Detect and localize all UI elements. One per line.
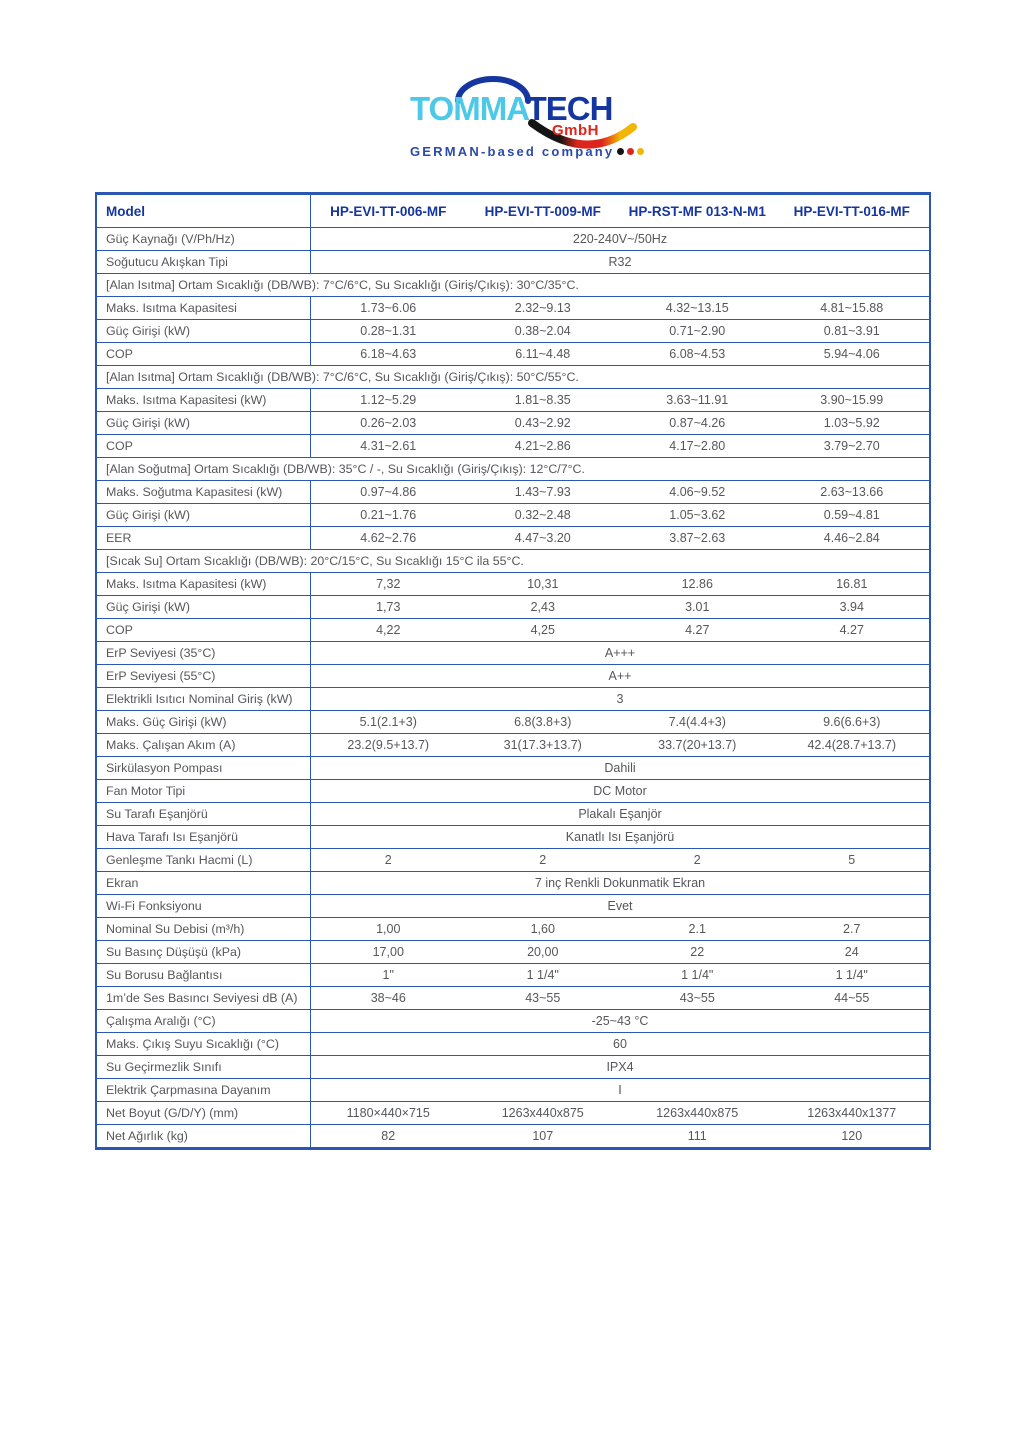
cell-value: 4.27	[685, 623, 710, 637]
cell-value: 12.86	[681, 577, 713, 591]
table-row	[97, 940, 929, 963]
table-row	[97, 342, 929, 365]
brand-tech: TECH	[526, 90, 613, 127]
cell-value: 2.7	[843, 922, 861, 936]
row-values	[311, 527, 929, 549]
table-row	[97, 388, 929, 411]
cell-value: 16.81	[836, 577, 868, 591]
row-values	[311, 918, 929, 940]
row-label: Maks. Isıtma Kapasitesi (kW)	[97, 389, 311, 411]
tagline-dot-yellow-icon	[637, 148, 644, 155]
merged-cell-value: IPX4	[606, 1060, 634, 1074]
table-row	[97, 1032, 929, 1055]
cell-value: 1 1/4"	[681, 968, 714, 982]
row-values	[311, 1125, 929, 1147]
cell-value: 4,22	[376, 623, 401, 637]
cell-value: 31(17.3+13.7)	[503, 738, 582, 752]
table-row	[97, 733, 929, 756]
cell-value: 0.26~2.03	[360, 416, 417, 430]
row-label: Güç Girişi (kW)	[97, 504, 311, 526]
brand-tomma: TOMMA	[410, 90, 527, 127]
cell-value: HP-EVI-TT-016-MF	[793, 203, 910, 219]
row-label: Maks. Soğutma Kapasitesi (kW)	[97, 481, 311, 503]
table-row	[97, 1124, 929, 1147]
cell-value: 1180×440×715	[346, 1106, 430, 1120]
brand-wordmark	[410, 92, 612, 125]
cell-value: 1.73~6.06	[360, 301, 417, 315]
cell-value: 3.63~11.91	[666, 393, 729, 407]
cell-value: 4.47~3.20	[514, 531, 571, 545]
row-values	[311, 320, 929, 342]
cell-value: 17,00	[372, 945, 404, 959]
table-row	[97, 1101, 929, 1124]
row-values	[311, 343, 929, 365]
cell-value: 3.90~15.99	[820, 393, 884, 407]
section-title: [Alan Isıtma] Ortam Sıcaklığı (DB/WB): 7°C/6°C, Su Sıcaklığı (Giriş/Çıkış): 50°C/55°C.	[106, 370, 579, 384]
row-label: Güç Girişi (kW)	[97, 412, 311, 434]
cell-value: 1263x440x875	[656, 1106, 739, 1120]
table-row	[97, 250, 929, 273]
row-label: Güç Kaynağı (V/Ph/Hz)	[97, 228, 311, 250]
row-label: Su Basınç Düşüşü (kPa)	[97, 941, 311, 963]
row-values	[311, 734, 929, 756]
cell-value: 4.06~9.52	[669, 485, 726, 499]
cell-value: 4.17~2.80	[669, 439, 726, 453]
row-label: Su Geçirmezlik Sınıfı	[97, 1056, 311, 1078]
table-row	[97, 848, 929, 871]
row-label: Maks. Güç Girişi (kW)	[97, 711, 311, 733]
cell-value: 107	[532, 1129, 554, 1143]
cell-value: 23.2(9.5+13.7)	[347, 738, 430, 752]
table-row	[97, 894, 929, 917]
cell-value: 1263x440x1377	[807, 1106, 897, 1120]
cell-value: 82	[381, 1129, 396, 1143]
section-title: [Alan Soğutma] Ortam Sıcaklığı (DB/WB): 35°C / -, Su Sıcaklığı (Giriş/Çıkış): 12°C/7°C.	[106, 462, 585, 476]
cell-value: 2.32~9.13	[514, 301, 571, 315]
row-label: Su Tarafı Eşanjörü	[97, 803, 311, 825]
cell-value: HP-EVI-TT-009-MF	[484, 203, 601, 219]
cell-value: 4.46~2.84	[823, 531, 880, 545]
table-row	[97, 756, 929, 779]
row-label: EER	[97, 527, 311, 549]
row-label: Ekran	[97, 872, 311, 894]
cell-value: 1263x440x875	[501, 1106, 584, 1120]
cell-value: 2,43	[530, 600, 555, 614]
table-row	[97, 986, 929, 1009]
cell-value: 6.11~4.48	[515, 347, 571, 361]
brand-gmbh: GmbH	[552, 122, 599, 139]
spec-table	[95, 192, 931, 1150]
cell-value: HP-EVI-TT-006-MF	[330, 203, 447, 219]
table-row	[97, 664, 929, 687]
cell-value: 1.43~7.93	[514, 485, 571, 499]
cell-value: 4.21~2.86	[514, 439, 571, 453]
row-label: Nominal Su Debisi (m³/h)	[97, 918, 311, 940]
row-label: Elektrik Çarpmasına Dayanım	[97, 1079, 311, 1101]
cell-value: 2	[693, 853, 701, 867]
row-label: Hava Tarafı Isı Eşanjörü	[97, 826, 311, 848]
row-values	[311, 297, 929, 319]
cell-value: 4.62~2.76	[360, 531, 417, 545]
table-row	[97, 526, 929, 549]
row-label: Model	[97, 195, 311, 227]
cell-value: HP-RST-MF 013-N-M1	[628, 203, 766, 219]
row-values	[311, 412, 929, 434]
row-label: ErP Seviyesi (35°C)	[97, 642, 311, 664]
row-label: Su Borusu Bağlantısı	[97, 964, 311, 986]
merged-cell-value: A+++	[604, 646, 636, 660]
merged-cell-value: DC Motor	[593, 784, 647, 798]
row-values	[311, 1102, 929, 1124]
table-row	[97, 618, 929, 641]
table-section-row	[97, 457, 929, 480]
table-row	[97, 411, 929, 434]
cell-value: 6.18~4.63	[360, 347, 417, 361]
cell-value: 1.12~5.29	[360, 393, 417, 407]
row-values	[311, 596, 929, 618]
row-values	[311, 389, 929, 411]
cell-value: 1"	[382, 968, 394, 982]
cell-value: 0.32~2.48	[514, 508, 571, 522]
cell-value: 0.59~4.81	[823, 508, 880, 522]
cell-value: 20,00	[527, 945, 559, 959]
cell-value: 2	[539, 853, 547, 867]
merged-cell-value: R32	[608, 255, 632, 269]
merged-cell-value: 60	[613, 1037, 627, 1051]
row-values	[311, 849, 929, 871]
merged-cell-value: 220-240V~/50Hz	[572, 232, 668, 246]
cell-value: 43~55	[525, 991, 561, 1005]
cell-value: 9.6(6.6+3)	[823, 715, 881, 729]
table-row	[97, 227, 929, 250]
cell-value: 4.27	[839, 623, 864, 637]
cell-value: 5.94~4.06	[823, 347, 880, 361]
row-label: COP	[97, 619, 311, 641]
table-header-row	[97, 195, 929, 227]
cell-value: 2	[384, 853, 392, 867]
section-title: [Alan Isıtma] Ortam Sıcaklığı (DB/WB): 7°C/6°C, Su Sıcaklığı (Giriş/Çıkış): 30°C/35°C.	[106, 278, 579, 292]
table-row	[97, 1009, 929, 1032]
merged-cell-value: I	[618, 1083, 622, 1097]
table-row	[97, 1078, 929, 1101]
table-row	[97, 319, 929, 342]
cell-value: 6.08~4.53	[669, 347, 726, 361]
row-values	[311, 504, 929, 526]
table-section-row	[97, 273, 929, 296]
row-label: Soğutucu Akışkan Tipi	[97, 251, 311, 273]
cell-value: 3.87~2.63	[669, 531, 726, 545]
cell-value: 0.81~3.91	[823, 324, 880, 338]
table-row	[97, 434, 929, 457]
row-label: Maks. Çıkış Suyu Sıcaklığı (°C)	[97, 1033, 311, 1055]
merged-cell-value: A++	[608, 669, 632, 683]
cell-value: 1.05~3.62	[669, 508, 726, 522]
cell-value: 0.28~1.31	[360, 324, 417, 338]
tagline-dot-black-icon	[617, 148, 624, 155]
cell-value: 7,32	[376, 577, 401, 591]
cell-value: 1,00	[376, 922, 401, 936]
cell-value: 44~55	[834, 991, 870, 1005]
table-row	[97, 480, 929, 503]
cell-value: 6.8(3.8+3)	[514, 715, 572, 729]
cell-value: 10,31	[527, 577, 559, 591]
cell-value: 111	[687, 1129, 707, 1143]
cell-value: 33.7(20+13.7)	[658, 738, 737, 752]
logo-tagline-row	[410, 145, 644, 158]
cell-value: 5.1(2.1+3)	[359, 715, 417, 729]
row-label: Sirkülasyon Pompası	[97, 757, 311, 779]
row-values	[311, 435, 929, 457]
row-label: Net Ağırlık (kg)	[97, 1125, 311, 1147]
tagline-dot-red-icon	[627, 148, 634, 155]
row-values	[311, 195, 929, 227]
cell-value: 1,73	[376, 600, 401, 614]
logo-tagline: GERMAN-based company	[410, 144, 615, 159]
table-row	[97, 595, 929, 618]
table-section-row	[97, 549, 929, 572]
merged-cell-value: Kanatlı Isı Eşanjörü	[565, 830, 675, 844]
cell-value: 38~46	[370, 991, 406, 1005]
cell-value: 2.63~13.66	[820, 485, 884, 499]
cell-value: 1.03~5.92	[823, 416, 880, 430]
row-values	[311, 711, 929, 733]
cell-value: 4.31~2.61	[360, 439, 417, 453]
cell-value: 5	[848, 853, 856, 867]
section-title: [Sıcak Su] Ortam Sıcaklığı (DB/WB): 20°C/15°C, Su Sıcaklığı 15°C ila 55°C.	[106, 554, 524, 568]
table-row	[97, 687, 929, 710]
row-label: ErP Seviyesi (55°C)	[97, 665, 311, 687]
row-values	[311, 619, 929, 641]
cell-value: 0.87~4.26	[669, 416, 726, 430]
cell-value: 0.43~2.92	[514, 416, 571, 430]
table-row	[97, 710, 929, 733]
cell-value: 0.38~2.04	[514, 324, 571, 338]
merged-cell-value: 7 inç Renkli Dokunmatik Ekran	[534, 876, 706, 890]
cell-value: 3.79~2.70	[823, 439, 880, 453]
table-row	[97, 1055, 929, 1078]
cell-value: 1.81~8.35	[514, 393, 571, 407]
cell-value: 2.1	[688, 922, 706, 936]
cell-value: 4,25	[530, 623, 555, 637]
tommatech-logo	[400, 68, 660, 168]
row-label: Maks. Isıtma Kapasitesi (kW)	[97, 573, 311, 595]
table-row	[97, 296, 929, 319]
row-values	[311, 987, 929, 1009]
cell-value: 3.94	[839, 600, 864, 614]
merged-cell-value: Plakalı Eşanjör	[578, 807, 662, 821]
table-row	[97, 641, 929, 664]
row-label: COP	[97, 435, 311, 457]
table-row	[97, 802, 929, 825]
row-label: Fan Motor Tipi	[97, 780, 311, 802]
row-label: Genleşme Tankı Hacmi (L)	[97, 849, 311, 871]
cell-value: 3.01	[685, 600, 710, 614]
cell-value: 0.71~2.90	[669, 324, 726, 338]
cell-value: 22	[690, 945, 705, 959]
table-row	[97, 963, 929, 986]
row-label: Wi-Fi Fonksiyonu	[97, 895, 311, 917]
row-label: Güç Girişi (kW)	[97, 596, 311, 618]
merged-cell-value: Evet	[607, 899, 633, 913]
table-section-row	[97, 365, 929, 388]
cell-value: 42.4(28.7+13.7)	[807, 738, 897, 752]
table-row	[97, 572, 929, 595]
cell-value: 4.81~15.88	[820, 301, 884, 315]
table-row	[97, 503, 929, 526]
table-row	[97, 779, 929, 802]
cell-value: 120	[841, 1129, 863, 1143]
row-label: Güç Girişi (kW)	[97, 320, 311, 342]
cell-value: 1 1/4"	[835, 968, 868, 982]
row-label: COP	[97, 343, 311, 365]
cell-value: 0.97~4.86	[360, 485, 417, 499]
merged-cell-value: 3	[616, 692, 624, 706]
row-values	[311, 964, 929, 986]
row-values	[311, 573, 929, 595]
row-label: Çalışma Aralığı (°C)	[97, 1010, 311, 1032]
cell-value: 1 1/4"	[526, 968, 559, 982]
cell-value: 7.4(4.4+3)	[668, 715, 726, 729]
row-values	[311, 941, 929, 963]
cell-value: 0.21~1.76	[360, 508, 417, 522]
row-label: 1m’de Ses Basıncı Seviyesi dB (A)	[97, 987, 311, 1009]
cell-value: 4.32~13.15	[665, 301, 729, 315]
row-label: Maks. Çalışan Akım (A)	[97, 734, 311, 756]
cell-value: 1,60	[530, 922, 555, 936]
table-row	[97, 825, 929, 848]
row-label: Elektrikli Isıtıcı Nominal Giriş (kW)	[97, 688, 311, 710]
cell-value: 24	[844, 945, 859, 959]
cell-value: 43~55	[679, 991, 715, 1005]
row-label: Net Boyut (G/D/Y) (mm)	[97, 1102, 311, 1124]
row-values	[311, 481, 929, 503]
merged-cell-value: -25~43 °C	[591, 1014, 649, 1028]
table-row	[97, 917, 929, 940]
row-label: Maks. Isıtma Kapasitesi	[97, 297, 311, 319]
table-row	[97, 871, 929, 894]
merged-cell-value: Dahili	[604, 761, 636, 775]
